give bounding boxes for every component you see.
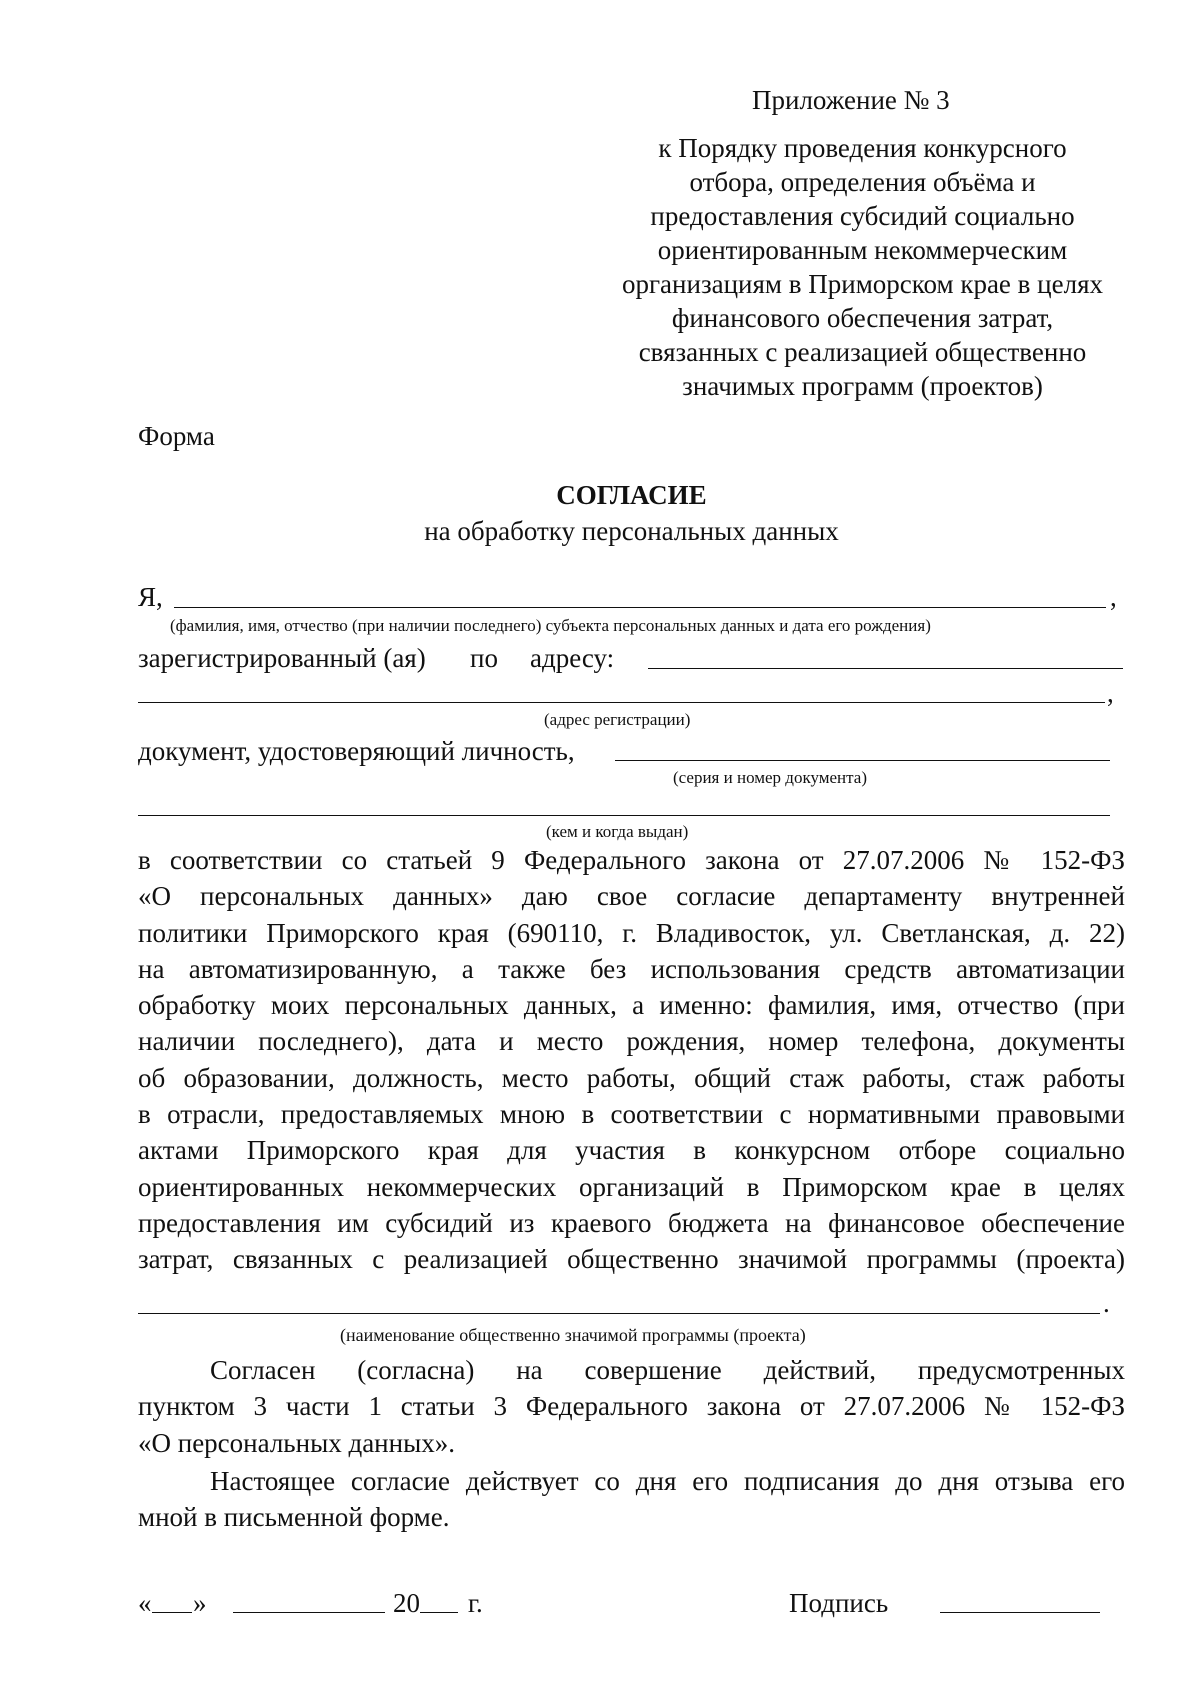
issued-hint: (кем и когда выдан) [546,822,689,841]
registered-po: по [470,643,498,673]
form-label: Форма [138,421,215,451]
series-hint: (серия и номер документа) [673,768,867,787]
body-line: в отрасли, предоставляемых мною в соответствии с нормативными правовыми [138,1099,1125,1130]
fio-comma: , [1110,582,1117,612]
day-input-line[interactable] [152,1612,192,1613]
body-line: обработку моих персональных данных, а именно: фамилия, имя, отчество (при [138,990,1125,1021]
program-input-line[interactable] [138,1313,1100,1314]
ya-label: Я, [138,582,163,612]
agree-paragraph [138,1352,1125,1461]
reference-line: финансового обеспечения затрат, [671,303,1054,333]
year-suffix: г. [468,1588,483,1618]
fio-hint: (фамилия, имя, отчество (при наличии последнего) субъекта персональных данных и дата его рождения) [170,616,931,635]
reference-line: предоставления субсидий социально [650,201,1075,231]
address-hint: (адрес регистрации) [544,710,691,729]
agree-line: пунктом 3 части 1 статьи 3 Федерального закона от 27.07.2006 № 152-ФЗ [138,1391,1125,1422]
body-line: затрат, связанных с реализацией общественно значимой программы (проекта) [138,1244,1125,1275]
appendix-reference [600,131,1125,403]
address-input-line-2[interactable] [138,702,1105,703]
reference-line: организациям в Приморском крае в целях [621,269,1103,299]
registered-label: зарегистрированный (ая) [138,643,426,673]
address-comma: , [1107,678,1114,708]
body-line: предоставления им субсидий из краевого бюджета на финансовое обеспечение [138,1207,1125,1238]
body-line: на автоматизированную, а также без использования средств автоматизации [138,953,1125,984]
body-line: в соответствии со статьей 9 Федерального закона от 27.07.2006 № 152-ФЗ [138,845,1125,875]
body-line: политики Приморского края (690110, г. Владивосток, ул. Светланская, д. 22) [138,917,1125,948]
reference-line: значимых программ (проектов) [682,371,1043,401]
reference-line: связанных с реализацией общественно [638,337,1087,367]
reference-line: отбора, определения объёма и [689,167,1036,197]
reference-line: к Порядку проведения конкурсного [658,133,1067,163]
id-document-input-line[interactable] [615,760,1110,761]
agree-line: Согласен (согласна) на совершение действий, предусмотренных [210,1355,1125,1385]
program-period: . [1103,1288,1110,1318]
valid-line: Настоящее согласие действует со дня его подписания до дня отзыва его [210,1466,1125,1496]
program-hint: (наименование общественно значимой программы (проекта) [340,1325,806,1345]
year-input-line[interactable] [420,1612,458,1613]
registered-address: адресу: [530,643,615,673]
fio-input-line[interactable] [174,607,1106,608]
date-quote-close: » [193,1588,207,1618]
date-quote-open: « [138,1588,152,1618]
document-title: СОГЛАСИЕ [556,480,707,510]
body-line: ориентированных некоммерческих организаций в Приморском крае в целях [138,1171,1125,1202]
valid-line: мной в письменной форме. [138,1502,450,1533]
address-input-line[interactable] [648,668,1123,669]
signature-label: Подпись [789,1588,889,1618]
appendix-number: Приложение № 3 [752,85,950,115]
reference-line: ориентированным некоммерческим [657,235,1068,265]
year-prefix: 20 [393,1588,420,1618]
body-line: наличии последнего), дата и место рождения, номер телефона, документы [138,1026,1125,1057]
body-line: актами Приморского края для участия в конкурсном отборе социально [138,1135,1125,1166]
document-subtitle: на обработку персональных данных [424,516,839,546]
validity-paragraph [138,1463,1125,1536]
issued-input-line[interactable] [138,815,1110,816]
month-input-line[interactable] [233,1612,385,1613]
consent-body [138,842,1125,1278]
body-line: «О персональных данных» даю свое согласие департаменту внутренней [138,881,1125,912]
agree-line: «О персональных данных». [138,1427,455,1458]
body-line: об образовании, должность, место работы, общий стаж работы, стаж работы [138,1062,1125,1093]
id-document-label: документ, удостоверяющий личность, [138,736,575,766]
signature-input-line[interactable] [940,1612,1100,1613]
